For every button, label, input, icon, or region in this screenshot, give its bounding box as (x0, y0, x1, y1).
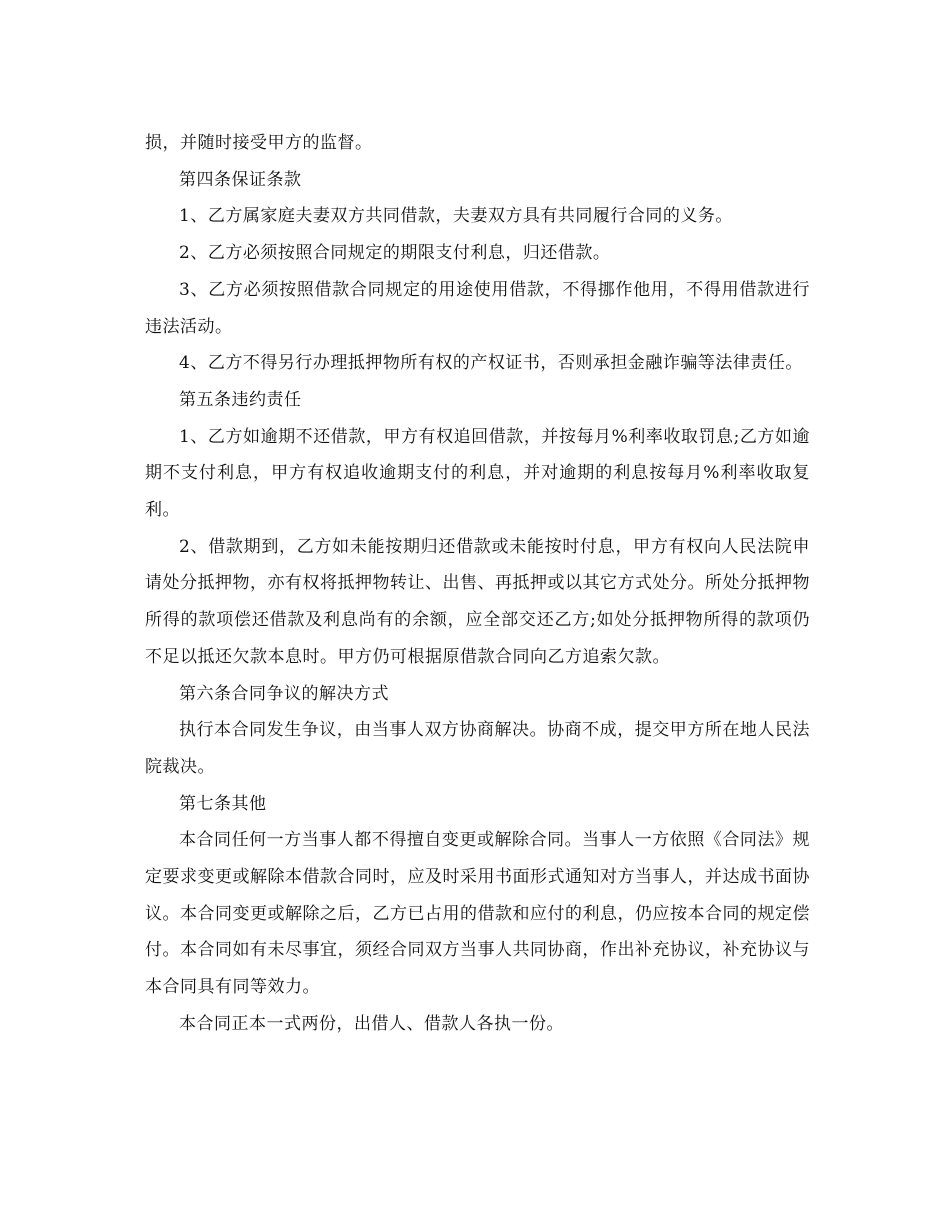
section-heading-other: 第七条其他 (179, 793, 267, 814)
paragraph-other-2: 本合同正本一式两份，出借人、借款人各执一份。 (179, 1013, 564, 1034)
paragraph-liability-1: 1、乙方如逾期不还借款，甲方有权追回借款，并按每月%利率收取罚息;乙方如逾期不支付利息，甲方有权追收逾期支付的利息，并对逾期的利息按每月%利率收取复利。 (145, 426, 810, 521)
paragraph-continuation: 损，并随时接受甲方的监督。 (145, 133, 373, 153)
paragraph-guarantee-4: 4、乙方不得另行办理抵押物所有权的产权证书，否则承担金融诈骗等法律责任。 (179, 353, 803, 374)
section-heading-liability: 第五条违约责任 (179, 389, 302, 410)
paragraph-other-1: 本合同任何一方当事人都不得擅自变更或解除合同。当事人一方依照《合同法》规定要求变更或解除本借款合同时，应及时采用书面形式通知对方当事人，并达成书面协议。本合同变更或解除之后，乙方已占用的借款和应付的利息，仍应按本合同的规定偿付。本合同如有未尽事宜，须经合同双方当事人共同协商，作出补充协议，补充协议与本合同具有同等效力。 (145, 830, 810, 998)
paragraph-liability-2: 2、借款期到，乙方如未能按期归还借款或未能按时付息，甲方有权向人民法院申请处分抵押物，亦有权将抵押物转让、出售、再抵押或以其它方式处分。所处分抵押物所得的款项偿还借款及利息尚有的余额，应全部交还乙方;如处分抵押物所得的款项仍不足以抵还欠款本息时。甲方仍可根据原借款合同向乙方追索欠款。 (145, 536, 810, 667)
section-heading-dispute: 第六条合同争议的解决方式 (179, 683, 389, 704)
paragraph-guarantee-3: 3、乙方必须按照借款合同规定的用途使用借款，不得挪作他用，不得用借款进行违法活动。 (145, 279, 810, 337)
document-body (145, 125, 810, 1043)
paragraph-guarantee-1: 1、乙方属家庭夫妻双方共同借款，夫妻双方具有共同履行合同的义务。 (179, 206, 733, 227)
section-heading-guarantee: 第四条保证条款 (179, 169, 302, 190)
paragraph-dispute: 执行本合同发生争议，由当事人双方协商解决。协商不成，提交甲方所在地人民法院裁决。 (145, 720, 810, 777)
paragraph-guarantee-2: 2、乙方必须按照合同规定的期限支付利息，归还借款。 (179, 243, 611, 264)
